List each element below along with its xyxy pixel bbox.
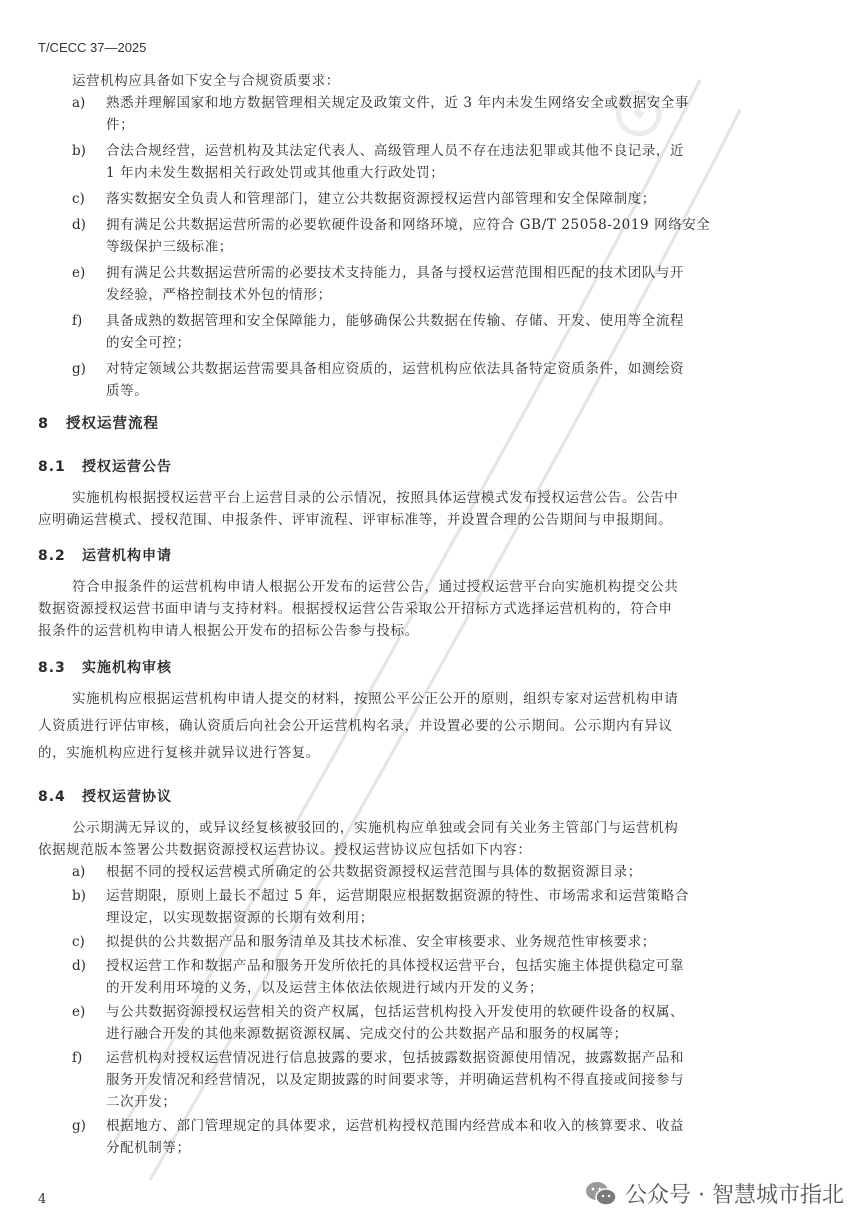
paragraph-8-2-line-2: 数据资源授权运营书面申请与支持材料。根据授权运营公告采取公开招标方式选择运营机构的，符合申 xyxy=(38,601,673,617)
list-text-line: 拥有满足公共数据运营所需的必要技术支持能力，具备与授权运营范围相匹配的技术团队与开 xyxy=(106,265,685,281)
list-marker: c) xyxy=(72,191,85,207)
list-text-line: 质等。 xyxy=(106,383,149,399)
list-text-line: 合法合规经营，运营机构及其法定代表人、高级管理人员不存在违法犯罪或其他不良记录，近 xyxy=(106,143,685,159)
list-text-line: 根据地方、部门管理规定的具体要求，运营机构授权范围内经营成本和收入的核算要求、收益 xyxy=(106,1118,685,1134)
list-text xyxy=(106,1115,684,1159)
list-marker: e) xyxy=(72,1004,86,1020)
list-text-line: 根据不同的授权运营模式所确定的公共数据资源授权运营范围与具体的数据资源目录； xyxy=(106,864,642,880)
list-text xyxy=(106,885,689,929)
list-text-line: 1 年内未发生数据相关行政处罚或其他重大行政处罚； xyxy=(106,165,445,181)
page-number: 4 xyxy=(38,1192,47,1207)
list-text xyxy=(106,310,684,354)
list-text-line: 件； xyxy=(106,117,135,133)
list-text xyxy=(106,358,684,402)
paragraph-8-2-line-3: 报条件的运营机构申请人根据公开发布的招标公告参与投标。 xyxy=(38,623,419,639)
list-text-line: 的开发利用环境的义务，以及运营主体依法依规进行域内开发的义务； xyxy=(106,980,544,996)
subsection-number: 8.2 xyxy=(38,548,66,564)
list-marker: d) xyxy=(72,217,86,233)
list-text-line: 落实数据安全负责人和管理部门，建立公共数据资源授权运营内部管理和安全保障制度； xyxy=(106,191,656,207)
list-marker: e) xyxy=(72,265,86,281)
list-marker: b) xyxy=(72,888,86,904)
section-title: 授权运营流程 xyxy=(66,416,159,432)
svg-text:⊙: ⊙ xyxy=(586,64,688,160)
paragraph-8-1-line-2: 应明确运营模式、授权范围、申报条件、评审流程、评审标准等，并设置合理的公告期间与申报期间。 xyxy=(38,512,673,528)
list-marker: a) xyxy=(72,864,86,880)
list-text-line: 运营机构对授权运营情况进行信息披露的要求，包括披露数据资源使用情况，披露数据产品和 xyxy=(106,1050,685,1066)
list-text-line: 拟提供的公共数据产品和服务清单及其技术标准、安全审核要求、业务规范性审核要求； xyxy=(106,934,656,950)
list-marker: f) xyxy=(72,313,83,329)
subsection-heading-8-1 xyxy=(38,456,172,476)
list-text-line: 发经验，严格控制技术外包的情形； xyxy=(106,287,332,303)
list-text-line: 等级保护三级标准； xyxy=(106,239,233,255)
list-text-line: 熟悉并理解国家和地方数据管理相关规定及政策文件，近 3 年内未发生网络安全或数据安全事 xyxy=(106,95,689,111)
list-text xyxy=(106,262,684,306)
list-marker: b) xyxy=(72,143,86,159)
subsection-title: 授权运营公告 xyxy=(82,459,172,475)
list-text xyxy=(106,188,656,210)
list-text xyxy=(106,214,711,258)
list-text xyxy=(106,1047,684,1113)
subsection-title: 运营机构申请 xyxy=(82,548,172,564)
section-number: 8 xyxy=(38,416,50,432)
list-text xyxy=(106,92,689,136)
paragraph-8-1-line-1: 实施机构根据授权运营平台上运营目录的公示情况，按照具体运营模式发布授权运营公告。公告中 xyxy=(72,490,679,506)
list-marker: c) xyxy=(72,934,85,950)
paragraph-8-4-line-2: 依据规范版本签署公共数据资源授权运营协议。授权运营协议应包括如下内容： xyxy=(38,842,532,858)
paragraph-8-4-line-1: 公示期满无异议的，或异议经复核被驳回的，实施机构应单独或会同有关业务主管部门与运营机构 xyxy=(72,820,679,836)
subsection-number: 8.4 xyxy=(38,789,66,805)
subsection-number: 8.3 xyxy=(38,660,66,676)
brand-text: 公众号 · 智慧城市指北 xyxy=(625,1183,844,1208)
list-text-line: 服务开发情况和经营情况，以及定期披露的时间要求等，并明确运营机构不得直接或间接参与 xyxy=(106,1072,685,1088)
list-marker: d) xyxy=(72,958,86,974)
list-text-line: 的安全可控； xyxy=(106,335,191,351)
subsection-title: 实施机构审核 xyxy=(82,660,172,676)
subsection-heading-8-3 xyxy=(38,657,172,677)
list-marker: g) xyxy=(72,361,86,377)
wechat-icon xyxy=(585,1180,617,1208)
list-text-line: 二次开发； xyxy=(106,1094,177,1110)
list-text-line: 授权运营工作和数据产品和服务开发所依托的具体授权运营平台，包括实施主体提供稳定可靠 xyxy=(106,958,685,974)
list-text xyxy=(106,955,684,999)
list-marker: f) xyxy=(72,1050,83,1066)
paragraph-8-3-line-2: 人资质进行评估审核，确认资质后向社会公开运营机构名录，并设置必要的公示期间。公示期内有异议 xyxy=(38,718,673,734)
list-text-line: 分配机制等； xyxy=(106,1140,191,1156)
list-text-line: 对特定领域公共数据运营需要具备相应资质的，运营机构应依法具备特定资质条件，如测绘资 xyxy=(106,361,685,377)
list-marker: g) xyxy=(72,1118,86,1134)
paragraph-8-3-line-1: 实施机构应根据运营机构申请人提交的材料，按照公平公正公开的原则，组织专家对运营机构申请 xyxy=(72,691,679,707)
paragraph-8-2-line-1: 符合申报条件的运营机构申请人根据公开发布的运营公告，通过授权运营平台向实施机构提交公共 xyxy=(72,579,679,595)
list-text-line: 运营期限，原则上最长不超过 5 年，运营期限应根据数据资源的特性、市场需求和运营策略合 xyxy=(106,888,689,904)
list-text-line: 具备成熟的数据管理和安全保障能力，能够确保公共数据在传输、存储、开发、使用等全流程 xyxy=(106,313,685,329)
list-marker: a) xyxy=(72,95,86,111)
section-heading xyxy=(38,412,159,433)
list-text-line: 拥有满足公共数据运营所需的必要软硬件设备和网络环境，应符合 GB/T 25058-2019 网络安全 xyxy=(106,217,711,233)
list-text-line: 理设定，以实现数据资源的长期有效利用； xyxy=(106,910,374,926)
list-text xyxy=(106,931,656,953)
paragraph-8-3-line-3: 的，实施机构应进行复核并就异议进行答复。 xyxy=(38,745,320,761)
list-text xyxy=(106,1001,684,1045)
subsection-heading-8-4 xyxy=(38,786,172,806)
subsection-heading-8-2 xyxy=(38,545,172,565)
wechat-brand xyxy=(585,1178,844,1209)
document-code: T/CECC 37—2025 xyxy=(38,40,147,55)
list-text xyxy=(106,140,684,184)
list-text xyxy=(106,861,642,883)
intro-text: 运营机构应具备如下安全与合规资质要求： xyxy=(72,73,340,89)
subsection-number: 8.1 xyxy=(38,459,66,475)
list-text-line: 进行融合开发的其他来源数据资源权属、完成交付的公共数据产品和服务的权属等； xyxy=(106,1026,628,1042)
subsection-title: 授权运营协议 xyxy=(82,789,172,805)
list-text-line: 与公共数据资源授权运营相关的资产权属，包括运营机构投入开发使用的软硬件设备的权属、 xyxy=(106,1004,685,1020)
